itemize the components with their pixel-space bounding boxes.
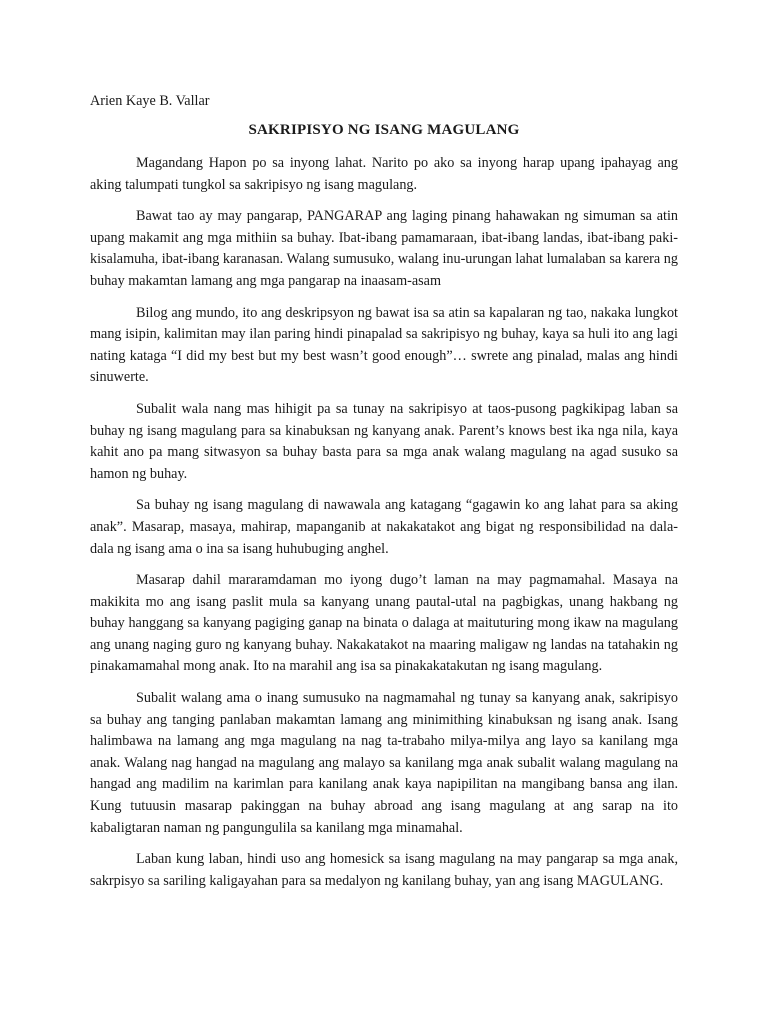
paragraph-5: Sa buhay ng isang magulang di nawawala ang katagang “gagawin ko ang lahat para sa aking anak”. Masarap, masaya, mahirap, mapanganib at nakakatakot ang bigat ng responsibilidad na dala-dala ng isang ama o ina sa isang huhubuging anghel. xyxy=(90,497,678,557)
paragraph-7: Subalit walang ama o inang sumusuko na nagmamahal ng tunay sa kanyang anak, sakripisyo sa buhay ang tanging panlaban makamtan lamang ang minimithing kinabuksan ng isang anak. Isang halimbawa na lamang ang mga magulang na nag ta-trabaho milya-milya ang layo sa kanilang mga anak. Walang nag hangad na magulang ang malayo sa kanilang mga anak subalit walang magulang na hangad ang madilim na karimlan para kanilang anak kaya napipilitan na mangibang bansa ang ilan. Kung tutuusin masarap pakinggan na buhay abroad ang isang magulang at ang sarap na ito kabaligtaran naman ng pangungulila sa kanilang mga minamahal. xyxy=(90,690,678,836)
document-title: SAKRIPISYO NG ISANG MAGULANG xyxy=(248,122,520,138)
paragraph-3: Bilog ang mundo, ito ang deskripsyon ng bawat isa sa atin sa kapalaran ng tao, nakaka lungkot mang isipin, kalimitan may ilan paring hindi pinapalad sa sakripisyo ng buhay, kaya sa huli ito ang lagi nating kataga “I did my best but my best wasn’t good enough”… swrete ang pinalad, malas ang hindi sinuwerte. xyxy=(90,304,678,386)
paragraph-6: Masarap dahil mararamdaman mo iyong dugo’t laman na may pagmamahal. Masaya na makikita mo ang isang paslit mula sa kanyang unang pautal-utal na pagbigkas, unang hakbang ng buhay hanggang sa kanyang pagiging ganap na binata o dalaga at maituturing mong ikaw na magulang ang unang naging guro ng kanyang buhay. Nakakatakot na maaring maligaw ng landas na tatahakin ng pinakamamahal mong anak. Ito na marahil ang isa sa pinakakatakutan ng isang magulang. xyxy=(90,572,678,675)
paragraph-2: Bawat tao ay may pangarap, PANGARAP ang laging pinang hahawakan ng simuman sa atin upang makamit ang mga mithiin sa buhay. Ibat-ibang pamamaraan, ibat-ibang landas, ibat-ibang paki-kisalamuha, ibat-ibang karanasan. Walang sumusuko, walang inu-urungan lahat lumalaban sa karera ng buhay makamtan lamang ang mga pangarap na inaasam-asam xyxy=(90,208,678,289)
paragraph-8: Laban kung laban, hindi uso ang homesick sa isang magulang na may pangarap sa mga anak, sakrpisyo sa sariling kaligayahan para sa medalyon ng kanilang buhay, yan ang isang MAGULANG. xyxy=(90,851,678,889)
paragraph-1: Magandang Hapon po sa inyong lahat. Narito po ako sa inyong harap upang ipahayag ang aking talumpati tungkol sa sakripisyo ng isang magulang. xyxy=(90,155,678,193)
paragraph-4: Subalit wala nang mas hihigit pa sa tunay na sakripisyo at taos-pusong pagkikipag laban sa buhay ng isang magulang para sa kinabuksan ng kanyang anak. Parent’s knows best ika nga nila, kaya kahit ano pa mang sitwasyon sa buhay basta para sa mga anak walang magulang na agad susuko sa hamon ng buhay. xyxy=(90,400,678,482)
author-name: Arien Kaye B. Vallar xyxy=(90,93,210,109)
document-body xyxy=(90,153,678,902)
